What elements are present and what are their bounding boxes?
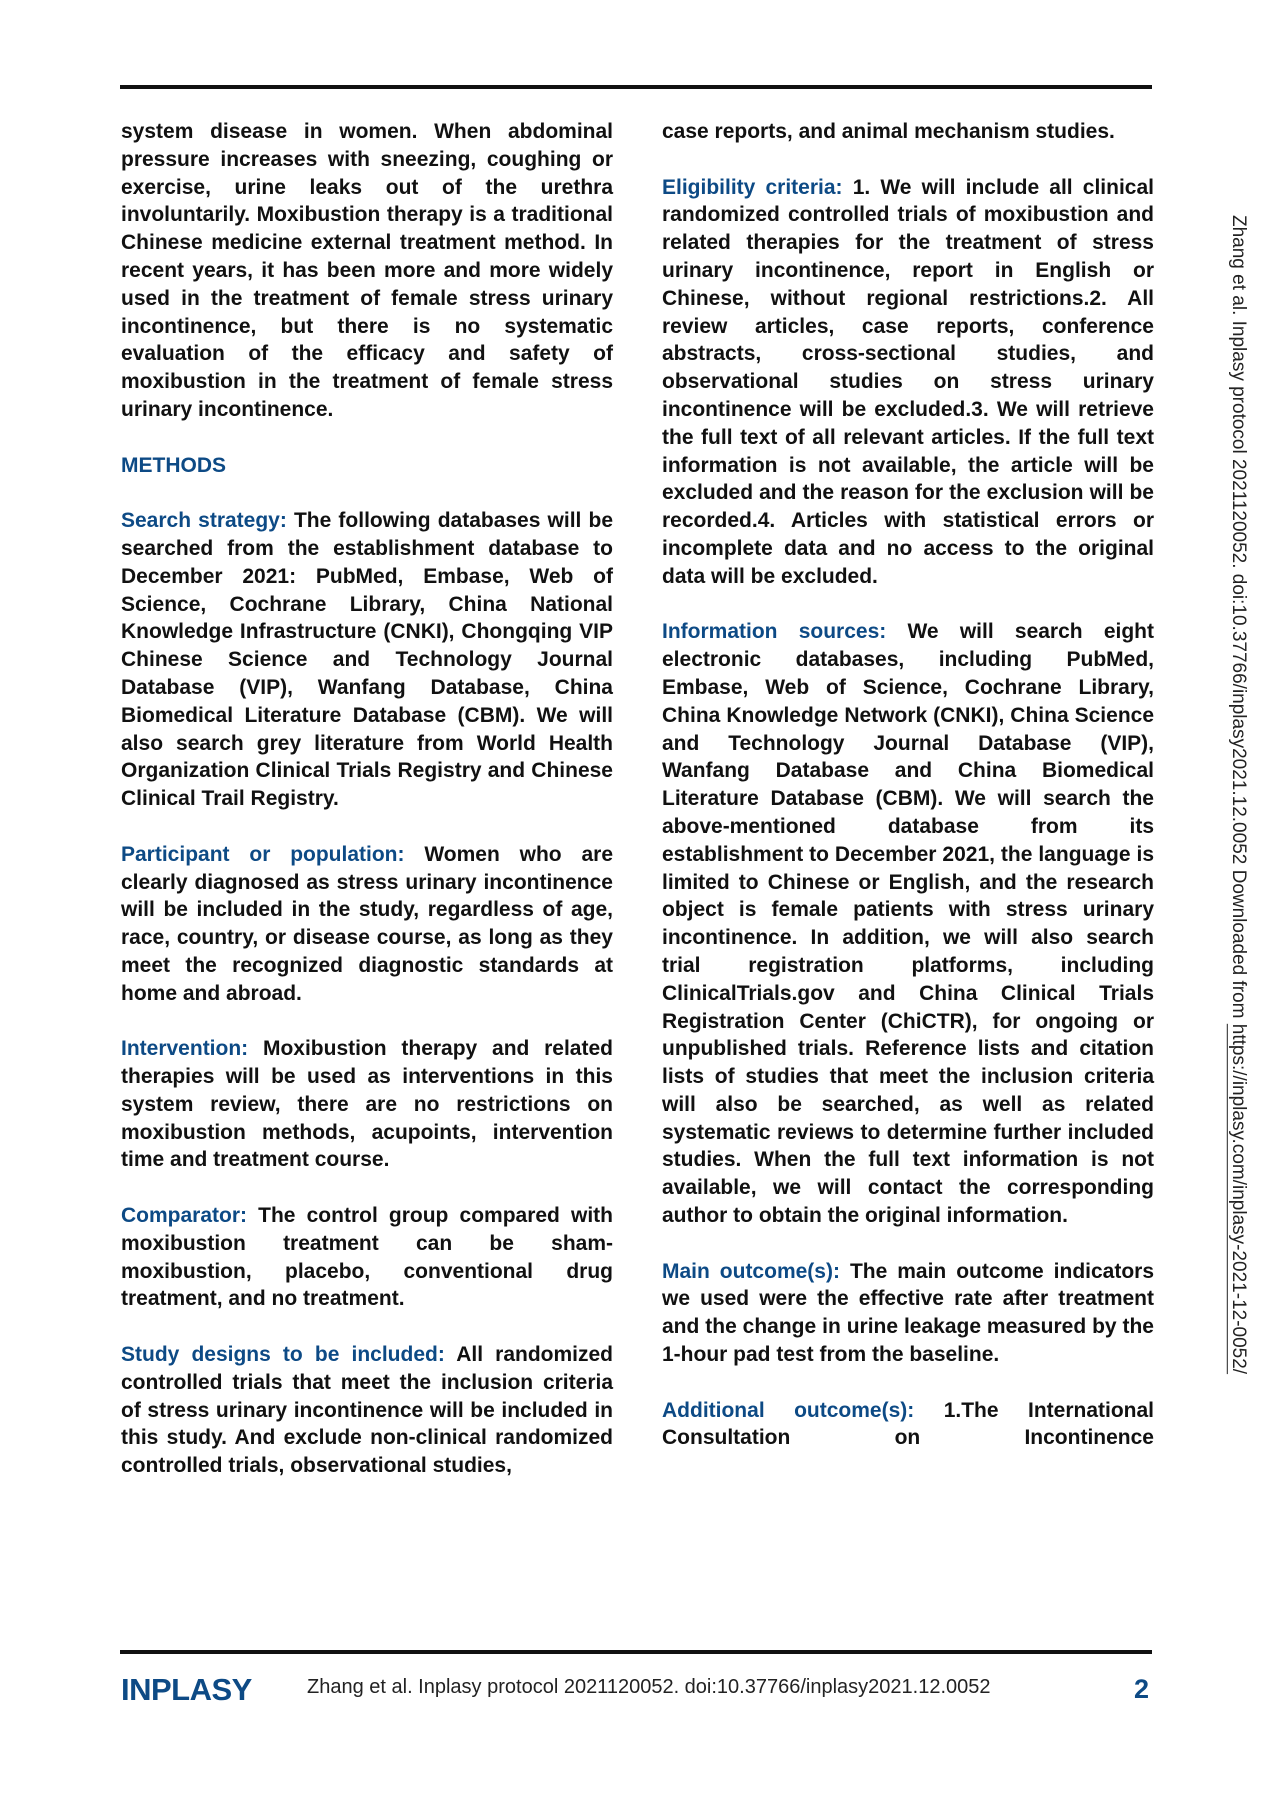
- left-column: [121, 118, 613, 1508]
- section-body: The main outcome indicators we used were the effective rate after treatment and the change in urine leakage measured by the 1-hour pad test from the baseline.: [662, 1259, 1155, 1367]
- study-designs-continuation: case reports, and animal mechanism studies.: [662, 120, 1115, 143]
- section-heading: Search strategy:: [121, 509, 287, 533]
- section-study-designs: [121, 1341, 613, 1480]
- header-rule: [120, 85, 1152, 89]
- section-heading: Main outcome(s):: [662, 1259, 840, 1283]
- section-body: The following databases will be searched from the establishment database to December 2021: PubMed, Embase, Web of Science, Cochrane Library, China National Knowledge Infrastructure (CNKI), Chongqing VIP Chinese Science and Technology Journal Database (VIP), Wanfang Database, China Biomedical Literature Database (CBM). We will also search grey literature from World Health Organization Clinical Trials Registry and Chinese Clinical Trail Registry.: [121, 509, 613, 811]
- section-participant: [121, 841, 613, 1008]
- section-heading: Intervention:: [121, 1037, 249, 1061]
- footer-rule: [120, 1650, 1152, 1654]
- intro-continuation: system disease in women. When abdominal pressure increases with sneezing, coughing or exercise, urine leaks out of the urethra involuntarily. Moxibustion therapy is a traditional Chinese medicine external treatment method. In recent years, it has been more and more widely used in the treatment of female stress urinary incontinence, but there is no systematic evaluation of the efficacy and safety of moxibustion in the treatment of female stress urinary incontinence.: [121, 120, 613, 421]
- section-body: We will search eight electronic databases, including PubMed, Embase, Web of Science, Cochrane Library, China Knowledge Network (CNKI), China Science and Technology Journal Database (VIP), Wanfang Database and China Biomedical Literature Database (CBM). We will search the above-mentioned database from its establishment to December 2021, the language is limited to Chinese or English, and the research object is female patients with stress urinary incontinence. In addition, we will also search trial registration platforms, including ClinicalTrials.gov and China Clinical Trials Registration Center (ChiCTR), for ongoing or unpublished trials. Reference lists and citation lists of studies that meet the inclusion criteria will also be searched, as well as related systematic reviews to determine further included studies. When the full text information is not available, we will contact the corresponding author to obtain the original information.: [662, 620, 1154, 1228]
- section-heading: Information sources:: [662, 620, 887, 644]
- section-body: Moxibustion therapy and related therapies will be used as interventions in this system review, there are no restrictions on moxibustion methods, acupoints, intervention time and treatment course.: [121, 1037, 613, 1172]
- section-body: 1.The International Consultation on Incontinence: [662, 1398, 1154, 1450]
- section-intervention: [121, 1035, 613, 1174]
- page-number: 2: [1134, 1674, 1150, 1704]
- section-body: Women who are clearly diagnosed as stress urinary incontinence will be included in the study, regardless of age, race, country, or disease course, as long as they meet the recognized diagnostic standards at home and abroad.: [121, 842, 614, 1005]
- section-heading: Additional outcome(s):: [662, 1398, 915, 1422]
- section-main-outcomes: [662, 1258, 1154, 1369]
- section-body: The control group compared with moxibustion treatment can be sham-moxibustion, placebo, conventional drug treatment, and no treatment.: [121, 1204, 613, 1311]
- side-download-note: [1227, 215, 1249, 1374]
- download-link[interactable]: https://inplasy.com/inplasy-2021-12-0052/: [1228, 1023, 1249, 1375]
- section-heading: Participant or population:: [121, 842, 405, 866]
- section-heading: Study designs to be included:: [121, 1343, 445, 1367]
- journal-logo: INPLASY: [121, 1672, 252, 1707]
- section-body: All randomized controlled trials that meet the inclusion criteria of stress urinary incontinence will be included in this study. And exclude non-clinical randomized controlled trials, observational studies,: [121, 1343, 613, 1478]
- footer-citation: Zhang et al. Inplasy protocol 2021120052. doi:10.37766/inplasy2021.12.0052: [307, 1676, 991, 1698]
- section-body: 1. We will include all clinical randomized controlled trials of moxibustion and related therapies for the treatment of stress urinary incontinence, report in English or Chinese, without regional restrictions.2. All review articles, case reports, conference abstracts, cross-sectional studies, and observational studies on stress urinary incontinence will be excluded.3. We will retrieve the full text of all relevant articles. If the full text information is not available, the article will be excluded and the reason for the exclusion will be recorded.4. Articles with statistical errors or incomplete data and no access to the original data will be excluded.: [662, 175, 1154, 588]
- section-eligibility: [662, 174, 1154, 591]
- right-column: [662, 118, 1154, 1480]
- section-heading: Comparator:: [121, 1204, 248, 1228]
- section-comparator: [121, 1202, 613, 1313]
- section-heading: Eligibility criteria:: [662, 175, 843, 199]
- section-additional-outcomes: [662, 1397, 1154, 1453]
- side-note-text: Zhang et al. Inplasy protocol 2021120052. doi:10.37766/inplasy2021.12.0052 Downloaded from: [1228, 215, 1249, 1024]
- methods-title: METHODS: [121, 453, 226, 477]
- section-search-strategy: [121, 507, 613, 813]
- section-information-sources: [662, 618, 1154, 1230]
